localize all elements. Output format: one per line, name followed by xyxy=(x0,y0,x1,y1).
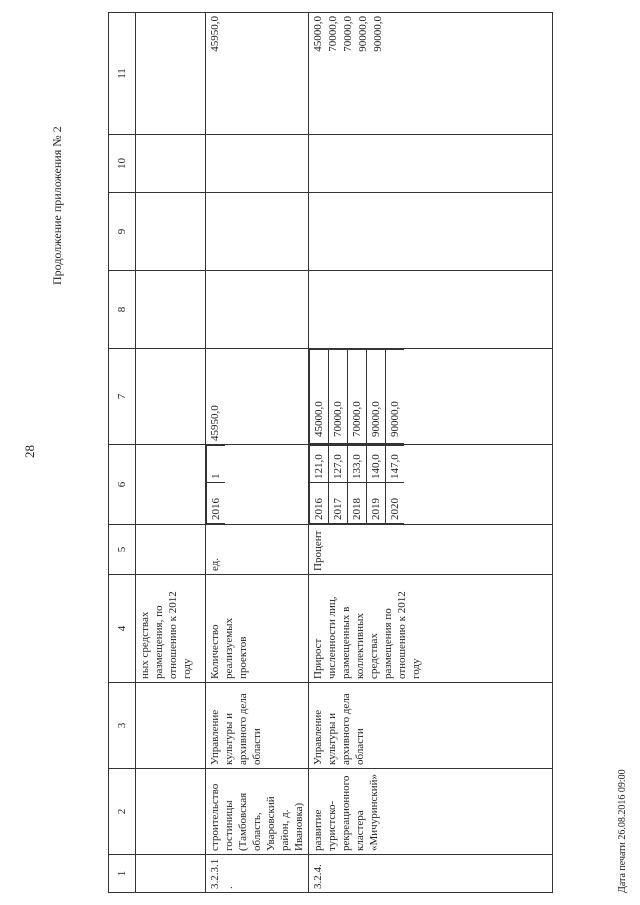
funding-value: 90000,0 xyxy=(367,350,386,444)
code-cell: 3.2.4. xyxy=(309,855,553,893)
column-header: 1 xyxy=(109,855,136,893)
unit-cell: ед. xyxy=(206,525,309,575)
year: 2016 xyxy=(310,483,329,524)
funding-value: 70000,0 xyxy=(329,350,348,444)
column-header: 5 xyxy=(109,525,136,575)
table-row-3-2-3-1 xyxy=(206,13,309,893)
total-funding-value: 90000,0 xyxy=(372,16,384,52)
indicator-value: 127,0 xyxy=(329,446,348,483)
table-row-3-2-4 xyxy=(309,13,553,893)
indicator-cell: Прирост численности лиц, размещенных в коллективных средствах размещения по отношению к 2012 году xyxy=(309,575,553,683)
column-header: 3 xyxy=(109,683,136,769)
indicator-value: 133,0 xyxy=(348,446,367,483)
year: 2016 xyxy=(207,483,226,524)
funding-cell xyxy=(309,349,553,445)
unit-cell: Процент xyxy=(309,525,553,575)
indicator-value: 140,0 xyxy=(367,446,386,483)
column-header: 11 xyxy=(109,13,136,135)
column-header: 2 xyxy=(109,769,136,855)
indicator-value: 1 xyxy=(207,446,226,483)
executor-cell: Управление культуры и архивного дела области xyxy=(206,683,309,769)
column-header: 7 xyxy=(109,349,136,445)
column-number-row xyxy=(109,13,136,893)
funding-value: 45000,0 xyxy=(310,350,329,444)
year: 2018 xyxy=(348,483,367,524)
column-header: 10 xyxy=(109,135,136,193)
year-value-cell xyxy=(206,445,309,525)
code-cell: 3.2.3.1. xyxy=(206,855,309,893)
column-header: 4 xyxy=(109,575,136,683)
total-funding-value: 90000,0 xyxy=(357,16,369,52)
page-number: 28 xyxy=(22,445,37,458)
executor-cell: Управление культуры и архивного дела области xyxy=(309,683,553,769)
column-header: 6 xyxy=(109,445,136,525)
indicator-value: 147,0 xyxy=(386,446,405,483)
year: 2017 xyxy=(329,483,348,524)
total-funding-value: 70000,0 xyxy=(327,16,339,52)
appendix-table xyxy=(108,12,553,893)
indicator-cell: Количество реализуемых проектов xyxy=(206,575,309,683)
year: 2019 xyxy=(367,483,386,524)
print-date: Дата печати 26.08.2016 09:00 xyxy=(617,769,628,893)
name-cell: развитие туристско-рекреационного кластера «Мичуринский» xyxy=(309,769,553,855)
indicator-value: 121,0 xyxy=(310,446,329,483)
total-funding-value: 45000,0 xyxy=(312,16,324,52)
name-cell: строительство гостиницы (Тамбовская область, Уваровский район, д. Ивановка) xyxy=(206,769,309,855)
continuation-title: Продолжение приложения № 2 xyxy=(50,126,64,285)
table-row-carry-over xyxy=(136,13,206,893)
column-header: 9 xyxy=(109,193,136,271)
funding-value: 70000,0 xyxy=(348,350,367,444)
column-header: 8 xyxy=(109,271,136,349)
funding-cell: 45950,0 xyxy=(206,349,309,445)
funding-value: 90000,0 xyxy=(386,350,405,444)
total-funding-value: 70000,0 xyxy=(342,16,354,52)
year-value-cell xyxy=(309,445,553,525)
year: 2020 xyxy=(386,483,405,524)
total-funding-cell xyxy=(309,13,553,135)
total-funding-cell: 45950,0 xyxy=(206,13,309,135)
indicator-cell: ных средствах размещения, по отношению к 2012 году xyxy=(136,575,206,683)
